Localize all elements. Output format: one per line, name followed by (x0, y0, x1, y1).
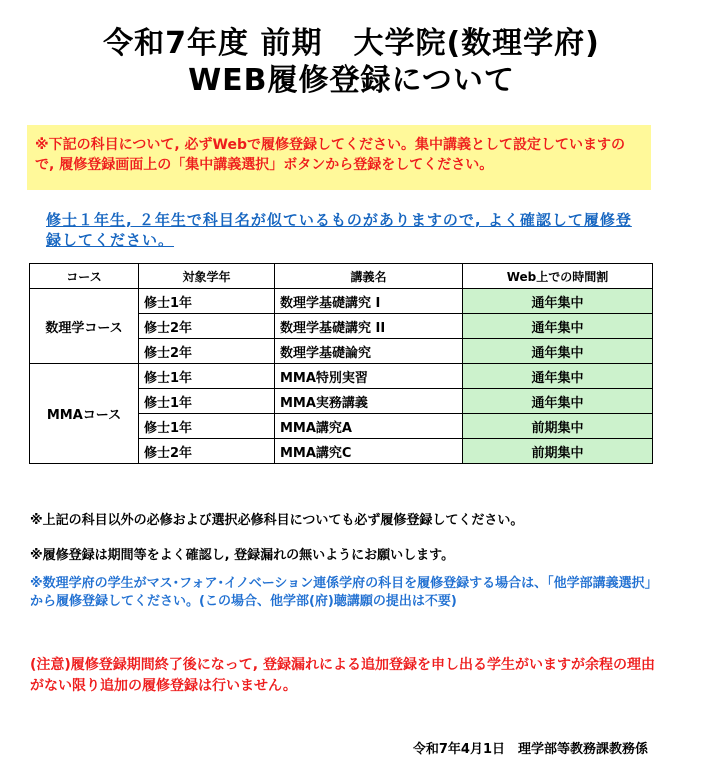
lecture-cell: MMA講究A (275, 414, 463, 439)
lecture-cell: MMA特別実習 (275, 364, 463, 389)
lecture-cell: 数理学基礎講究 II (275, 314, 463, 339)
schedule-cell: 前期集中 (463, 414, 653, 439)
lecture-cell: MMA講究C (275, 439, 463, 464)
note-other-faculty: ※数理学府の学生がマス･フォア･イノベーション連係学府の科目を履修登録する場合は、「他学部講義選択」から履修登録してください。(この場合、他学部(府)聴講願の提出は不要) (30, 576, 658, 609)
notice-box (27, 125, 651, 190)
schedule-cell: 前期集中 (463, 439, 653, 464)
schedule-cell: 通年集中 (463, 289, 653, 314)
course-table (29, 263, 653, 464)
header-schedule: Web上での時間割 (463, 264, 653, 289)
footer-signature: 令和7年4月1日 理学部等教務課教務係 (412, 742, 648, 757)
schedule-cell: 通年集中 (463, 314, 653, 339)
table-header-row (30, 264, 653, 289)
page-subtitle: WEB履修登録について (188, 63, 515, 98)
lecture-cell: 数理学基礎論究 (275, 339, 463, 364)
year-cell: 修士2年 (139, 314, 275, 339)
note-caution: (注意)履修登録期間終了後になって, 登録漏れによる追加登録を申し出る学生がいますが余程の理由がない限り追加の履修登録は行いません。 (30, 657, 655, 694)
lecture-cell: 数理学基礎講究 I (275, 289, 463, 314)
course-cell: 数理学コース (30, 289, 139, 364)
year-cell: 修士1年 (139, 414, 275, 439)
schedule-cell: 通年集中 (463, 339, 653, 364)
year-cell: 修士2年 (139, 339, 275, 364)
note-required-courses: ※上記の科目以外の必修および選択必修科目についても必ず履修登録してください。 (30, 513, 524, 528)
year-cell: 修士1年 (139, 389, 275, 414)
header-year: 対象学年 (139, 264, 275, 289)
schedule-cell: 通年集中 (463, 389, 653, 414)
year-cell: 修士1年 (139, 364, 275, 389)
page-title: 令和7年度 前期 大学院(数理学府) (103, 26, 600, 61)
schedule-cell: 通年集中 (463, 364, 653, 389)
year-cell: 修士2年 (139, 439, 275, 464)
course-cell: MMAコース (30, 364, 139, 464)
table-row (30, 289, 653, 314)
year-cell: 修士1年 (139, 289, 275, 314)
table-row (30, 364, 653, 389)
confirm-note: 修士１年生, ２年生で科目名が似ているものがありますので, よく確認して履修登録してください。 (46, 211, 632, 249)
header-lecture: 講義名 (275, 264, 463, 289)
header-course: コース (30, 264, 139, 289)
note-check-period: ※履修登録は期間等をよく確認し, 登録漏れの無いようにお願いします。 (30, 548, 455, 563)
notice-text: ※下記の科目について, 必ずWebで履修登録してください。集中講義として設定していますので, 履修登録画面上の「集中講義選択」ボタンから登録をしてください。 (35, 137, 625, 173)
lecture-cell: MMA実務講義 (275, 389, 463, 414)
